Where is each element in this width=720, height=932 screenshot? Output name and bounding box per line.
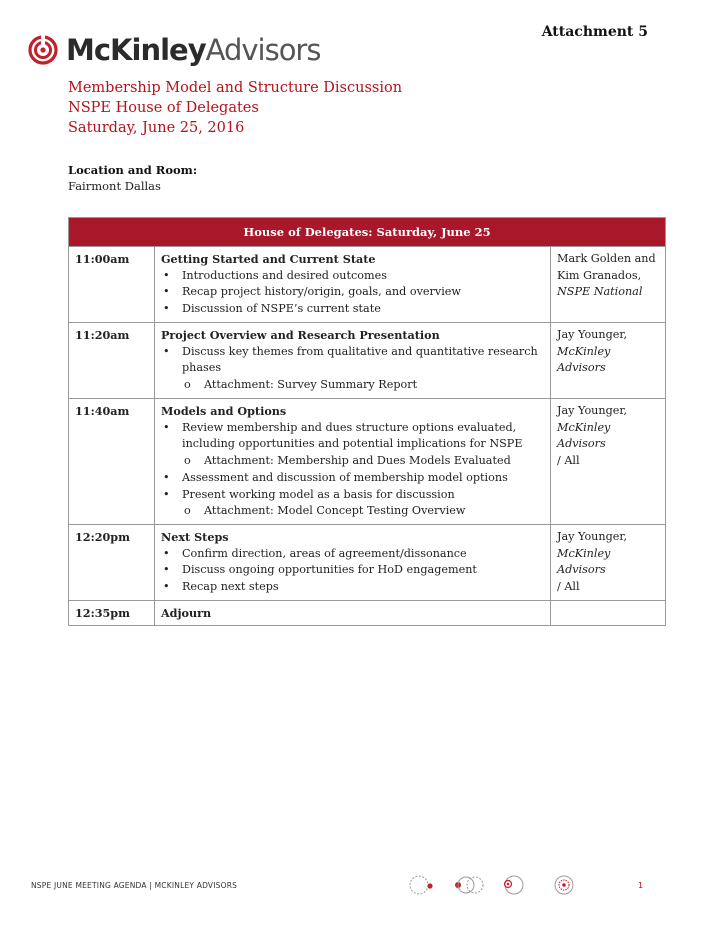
sub-list-item: o Attachment: Survey Summary Report <box>161 377 544 394</box>
row-title: Next Steps <box>161 529 229 544</box>
list-item: • Assessment and discussion of membership model options <box>161 470 544 487</box>
list-item: • Discussion of NSPE’s current state <box>161 301 544 318</box>
row-title: Getting Started and Current State <box>161 252 376 266</box>
row-time: 11:20am <box>69 323 155 399</box>
list-item: • Discuss key themes from qualitative and quantitative research phases <box>161 344 544 377</box>
list-item: • Review membership and dues structure options evaluated, including opportunities and potential implications for NSPE <box>161 420 544 453</box>
footer-text: NSPE JUNE MEETING AGENDA | MCKINLEY ADVISORS <box>31 881 238 890</box>
presenter-org: McKinley Advisors <box>557 420 611 451</box>
title-line-1: Membership Model and Structure Discussion <box>68 80 403 96</box>
presenter-org: NSPE National <box>557 285 643 299</box>
presenter-name: Jay Younger, <box>557 404 628 417</box>
row-time: 11:40am <box>69 399 155 525</box>
list-item: • Confirm direction, areas of agreement/dissonance <box>161 546 544 563</box>
location-block <box>68 162 197 194</box>
mckinley-logo-icon <box>28 35 58 65</box>
document-title <box>68 78 402 138</box>
row-presenter <box>551 399 666 525</box>
row-title: Adjourn <box>161 605 212 620</box>
row-content <box>155 247 551 323</box>
row-time: 12:35pm <box>69 600 155 626</box>
logo-text-bold: McKinley <box>66 32 206 67</box>
list-item: • Recap project history/origin, goals, and overview <box>161 284 544 301</box>
page-number: 1 <box>638 881 644 890</box>
row-title: Models and Options <box>161 404 287 418</box>
presenter-name: Jay Younger, <box>557 529 628 543</box>
row-time: 11:00am <box>69 247 155 323</box>
row-presenter <box>551 600 666 626</box>
agenda-row <box>69 524 666 600</box>
title-line-2: NSPE House of Delegates <box>68 100 259 116</box>
row-presenter <box>551 323 666 399</box>
location-label: Location and Room: <box>68 163 198 177</box>
sub-list-item: o Attachment: Membership and Dues Models Evaluated <box>161 453 544 470</box>
row-presenter <box>551 524 666 600</box>
presenter-org: McKinley Advisors <box>557 344 611 375</box>
presenter-extra: / All <box>557 580 580 594</box>
company-logo <box>28 32 320 68</box>
row-time: 12:20pm <box>69 524 155 600</box>
row-content <box>155 600 551 626</box>
row-title: Project Overview and Research Presentation <box>161 328 440 342</box>
agenda-row <box>69 600 666 626</box>
list-item: • Discuss ongoing opportunities for HoD engagement <box>161 562 544 579</box>
presenter-extra: / All <box>557 454 580 468</box>
agenda-row <box>69 399 666 525</box>
agenda-row <box>69 247 666 323</box>
list-item: • Introductions and desired outcomes <box>161 268 544 285</box>
row-content <box>155 524 551 600</box>
list-item: • Recap next steps <box>161 579 544 596</box>
agenda-table <box>68 217 666 626</box>
presenter-org: McKinley Advisors <box>557 546 611 577</box>
row-content <box>155 399 551 525</box>
location-value: Fairmont Dallas <box>68 179 161 193</box>
agenda-header: House of Delegates: Saturday, June 25 <box>69 218 666 247</box>
row-content <box>155 323 551 399</box>
row-presenter <box>551 247 666 323</box>
list-item: • Present working model as a basis for discussion <box>161 487 544 504</box>
title-line-3: Saturday, June 25, 2016 <box>68 120 245 136</box>
agenda-row <box>69 323 666 399</box>
sub-list-item: o Attachment: Model Concept Testing Overview <box>161 503 544 520</box>
attachment-label: Attachment 5 <box>541 24 648 40</box>
presenter-name: Jay Younger, <box>557 328 628 341</box>
footer-decoration-icon <box>406 872 576 898</box>
logo-text-light: Advisors <box>205 32 321 67</box>
presenter-name: Mark Golden and Kim Granados, <box>557 252 656 282</box>
